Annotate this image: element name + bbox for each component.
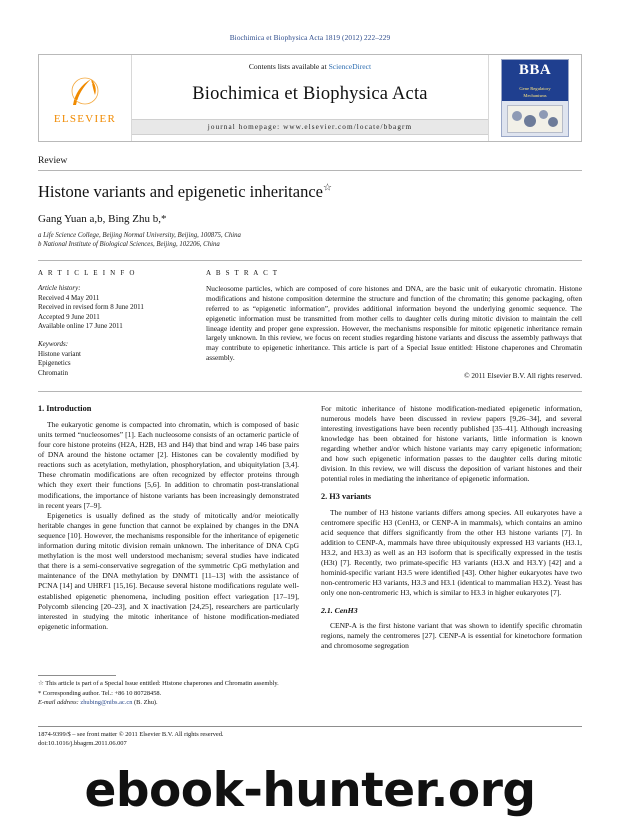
doi-line: doi:10.1016/j.bbagrm.2011.06.007 — [38, 740, 127, 748]
bba-subtitle-1: Gene Regulatory — [502, 86, 568, 93]
intro-paragraph-2: Epigenetics is usually defined as the study of mitotically and/or meiotically heritable changes in gene function that cannot be explained by changes in the DNA sequence [10]. However, the mechanisms responsible for the inheritance of epigenetic information during mitotic division remain unknown. The inheritance of DNA CpG methylation is the most well understood mechanism; several studies have indicated that there is a semi-conservative segregation of the symmetric CpG methylation and maintenance of the DNA methylation by DNMT1 [11–13] with the assistance of PCNA [14] and UHRF1 [15,16]. Because several histone modifications regulate well-established epigenetic phenomena, including position effect variegation [17–19], Polycomb silencing [20–23], and X inactivation [24,25], researchers are particularly interested in studying the mitotic inheritance of histone modification-mediated epigenetic information. — [38, 510, 299, 631]
h3-paragraph-1: The number of H3 histone variants differs among species. All eukaryotes have a centromere specific H3 (CenH3, or CENP-A in mammals), which contains an amino acid sequence that differs significantly from the other H3 histone variants [7]. In addition to CENP-A, mammals have three ubiquitously expressed H3 variants (H3.1, H3.2, and H3.3) as well as an H3 isoform that is specifically expressed in the testis (H3t) [7]. Recently, two primate-specific H3 variants (H3.X and H3.Y) [42] and a hominid-specific variant H3.5 were identified [43]. Other higher eukaryotes have two non-centromeric H3 variants, H3.3 and H3.1 (identical to mammalian H3.2). Yeast has only one non-centromeric H3, which is similar to H3.3 in higher eukaryotes [7]. — [321, 507, 582, 598]
bba-cover-art — [502, 101, 568, 137]
footnotes — [38, 675, 306, 709]
abstract-text: Nucleosome particles, which are composed of core histones and DNA, are the basic unit of eukaryotic chromatin. Histone modifications and histone composition determine the structure and function of the chromatin; this genome packaging, often referred to as “epigenetic information”, provides additional information beyond the underlying genomic sequence. The epigenetic information must be transmitted from mother cells to daughter cells during mitotic division to maintain the cell lineage identity and proper gene expression. However, the mechanisms responsible for mitotic epigenetic inheritance remain largely unknown. In this review, we focus on recent studies regarding histone variants and discuss the assembly pathways that may contribute to epigenetic inheritance. This article is part of a Special Issue entitled: Histone chaperones and Chromatin assembly. — [206, 284, 582, 363]
elsevier-tree-icon — [65, 71, 105, 111]
history-item-2: Received in revised form 8 June 2011 — [38, 303, 144, 312]
heading-introduction: 1. Introduction — [38, 403, 92, 413]
masthead-center — [132, 55, 488, 141]
keyword-2: Epigenetics — [38, 359, 71, 368]
journal-title: Biochimica et Biophysica Acta — [192, 84, 428, 104]
bba-cover — [501, 59, 569, 137]
abstract-copyright: © 2011 Elsevier B.V. All rights reserved. — [464, 371, 582, 380]
bottom-matter — [38, 726, 338, 749]
title-footnote-marker: ☆ — [322, 182, 332, 194]
article-history — [38, 284, 188, 378]
publisher-logo — [39, 55, 132, 141]
history-item-1: Received 4 May 2011 — [38, 293, 100, 302]
journal-reference: Biochimica et Biophysica Acta 1819 (2012) 222–229 — [229, 33, 391, 42]
email-link[interactable]: zhubing@nibs.ac.cn — [80, 699, 133, 707]
bottom-divider — [38, 726, 582, 727]
article-title-text: Histone variants and epigenetic inheritance — [38, 182, 323, 201]
keyword-3: Chromatin — [38, 368, 68, 377]
divider-top — [38, 170, 582, 171]
divider-info-bottom — [38, 391, 582, 392]
bba-subtitle-2: Mechanisms — [502, 93, 568, 100]
article-info-column — [38, 269, 206, 379]
section-type: Review — [38, 155, 68, 166]
history-label: Article history: — [38, 284, 81, 293]
footnote-divider — [38, 675, 116, 676]
author-list: Gang Yuan a,b, Bing Zhu b,* — [38, 213, 167, 226]
divider-info-top — [38, 260, 582, 261]
journal-cover-thumbnail — [488, 55, 581, 141]
sciencedirect-link[interactable]: ScienceDirect — [328, 62, 372, 71]
bba-acronym: BBA — [502, 60, 568, 86]
intro-paragraph-1: The eukaryotic genome is compacted into chromatin, which is composed of basic units termed “nucleosomes” [1]. Each nucleosome consists of an octameric particle of four core histone proteins (H2A, H2B, H3 and H4) that bind and wrap 146 base pairs of DNA around the histone octamer [2]. Histones can be covalently modified by reactions such as acetylation, methylation, phosphorylation, and ubiquitylation [3,4]. These chromatin modifications are often recognized by effector proteins through which they exert their functions [5,6]. In addition to chromatin post-translational modifications, the importance of histone variants has been increasingly demonstrated in recent years [7–9]. — [38, 419, 299, 510]
contents-line — [132, 62, 488, 71]
affiliation-2: b National Institute of Biological Sciences, Beijing, 102206, China — [38, 241, 220, 249]
history-item-3: Accepted 9 June 2011 — [38, 312, 100, 321]
bba-cover-image — [507, 105, 563, 133]
article-info-heading: A R T I C L E I N F O — [38, 269, 137, 278]
footnote-corresponding-author: * Corresponding author. Tel.: +86 10 80728458. — [38, 689, 162, 697]
abstract-column — [206, 269, 582, 379]
history-item-4: Available online 17 June 2011 — [38, 322, 123, 331]
body-column-right — [310, 404, 582, 759]
keywords-label: Keywords: — [38, 340, 69, 349]
affiliation-1: a Life Science College, Beijing Normal University, Beijing, 100875, China — [38, 232, 241, 240]
bba-cover-footer — [502, 136, 568, 137]
watermark: ebook-hunter.org — [84, 762, 536, 818]
email-suffix: (B. Zhu). — [134, 699, 158, 707]
right-paragraph-1: For mitotic inheritance of histone modification-mediated epigenetic information, numerous models have been discussed in review papers [9,26–34], and several interesting investigations have been recently published [35–41]. Although increasing knowledge has been obtained for histone variants, little information is known regarding whether and/or which histone variants may carry epigenetic information; and how such epigenetic information passes to the daughter cells during mitotic division. In this review, we will discuss the deposition of variant histones and their potential roles in mediating the inheritance of epigenetic information. — [321, 403, 582, 484]
publisher-name: ELSEVIER — [53, 113, 117, 125]
heading-h3-variants: 2. H3 variants — [321, 491, 372, 501]
page-title — [38, 182, 582, 202]
email-label: E-mail address: — [38, 699, 79, 707]
journal-masthead — [38, 54, 582, 142]
keyword-1: Histone variant — [38, 349, 81, 358]
heading-cenh3: 2.1. CenH3 — [321, 605, 358, 615]
footnote-email — [38, 699, 306, 708]
cenh3-paragraph-1: CENP-A is the first histone variant that was shown to identify specific chromatin regions, namely the centromeres [27]. CENP-A is essential for kinetochore formation and chromosome segregation — [321, 620, 582, 650]
journal-homepage[interactable]: journal homepage: www.elsevier.com/locate/bbagrm — [132, 119, 488, 135]
footnote-special-issue: ☆ This article is part of a Special Issue entitled: Histone chaperones and Chromatin assembly. — [38, 680, 279, 688]
info-abstract-row — [38, 269, 582, 379]
issn-copyright-line: 1874-9399/$ – see front matter © 2011 Elsevier B.V. All rights reserved. — [38, 731, 224, 739]
contents-prefix: Contents lists available at — [248, 62, 327, 71]
abstract-heading: A B S T R A C T — [206, 269, 279, 278]
